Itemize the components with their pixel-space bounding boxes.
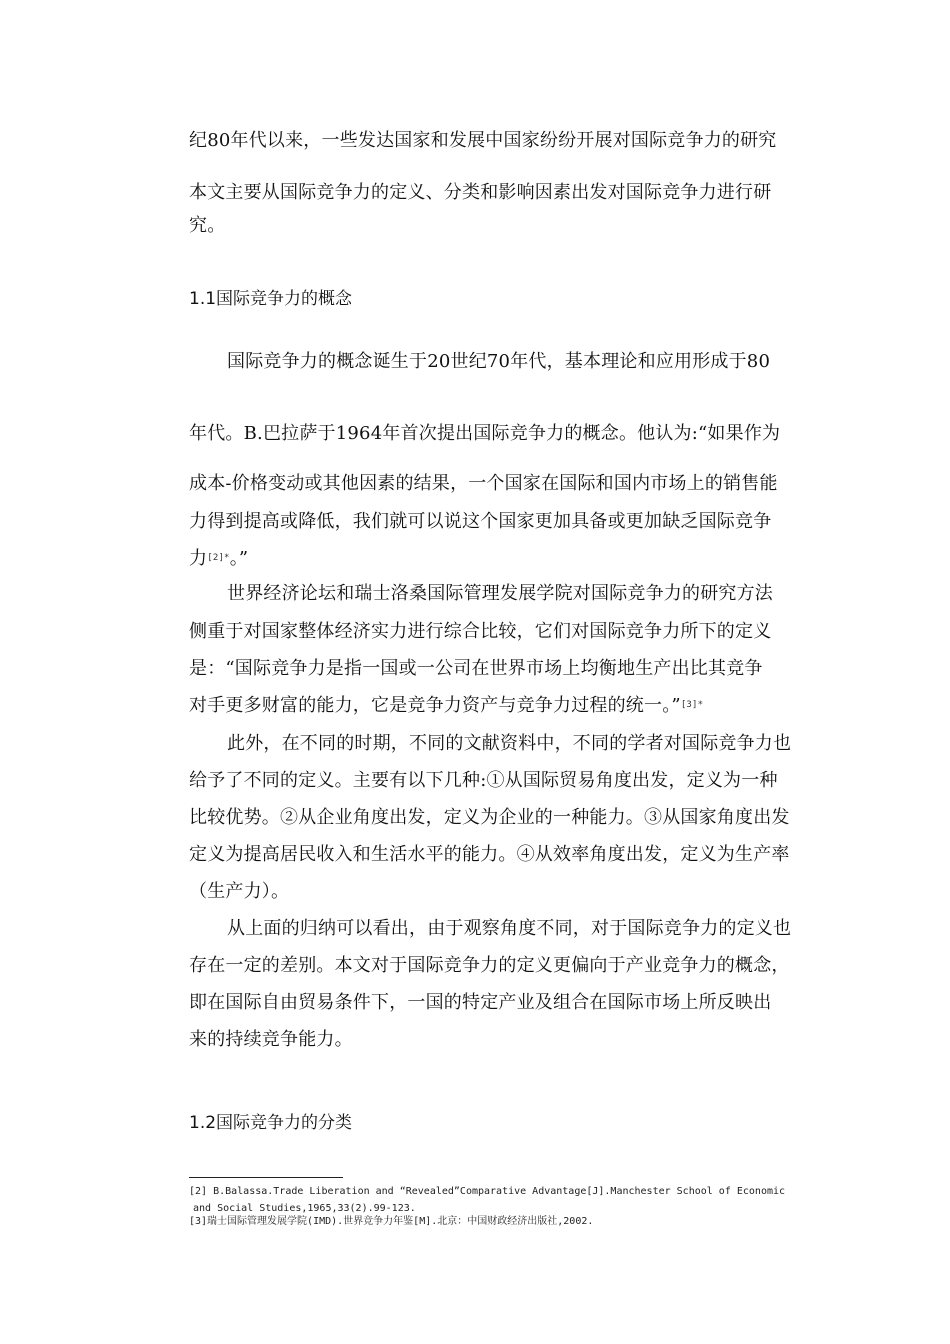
footnote-2: [2] B.Balassa.Trade Liberation and “Revealed”Comparative Advantage[J].Manchester School of Economic bbox=[189, 1186, 786, 1197]
text-line bbox=[189, 546, 248, 571]
section-heading-1-1: 1.1国际竞争力的概念 bbox=[189, 289, 353, 309]
footnote-ref-mark[interactable]: [2]* bbox=[207, 553, 230, 563]
text-line bbox=[189, 693, 703, 718]
text-fragment: 力 bbox=[189, 548, 208, 569]
text-line: 究。 bbox=[189, 215, 226, 236]
text-line: 力得到提高或降低，我们就可以说这个国家更加具备或更加缺乏国际竞争 bbox=[189, 511, 772, 532]
text-line: 定义为提高居民收入和生活水平的能力。④从效率角度出发，定义为生产率 bbox=[189, 844, 790, 865]
text-line: 国际竞争力的概念诞生于20世纪70年代，基本理论和应用形成于80 bbox=[227, 351, 771, 372]
text-fragment: 。” bbox=[229, 548, 249, 569]
text-line: 本文主要从国际竞争力的定义、分类和影响因素出发对国际竞争力进行研 bbox=[189, 182, 772, 203]
text-line: 比较优势。②从企业角度出发，定义为企业的一种能力。③从国家角度出发 bbox=[189, 807, 790, 828]
text-line: 给予了不同的定义。主要有以下几种:①从国际贸易角度出发，定义为一种 bbox=[189, 770, 778, 791]
text-line: 成本-价格变动或其他因素的结果，一个国家在国际和国内市场上的销售能 bbox=[189, 473, 778, 494]
text-line: 世界经济论坛和瑞士洛桑国际管理发展学院对国际竞争力的研究方法 bbox=[227, 583, 773, 604]
text-line: 从上面的归纳可以看出，由于观察角度不同，对于国际竞争力的定义也 bbox=[227, 918, 792, 939]
text-line: 存在一定的差别。本文对于国际竞争力的定义更偏向于产业竞争力的概念， bbox=[189, 955, 790, 976]
text-line: 纪80年代以来，一些发达国家和发展中国家纷纷开展对国际竞争力的研究 bbox=[189, 130, 777, 151]
text-line: 此外，在不同的时期，不同的文献资料中，不同的学者对国际竞争力也 bbox=[227, 733, 792, 754]
footnote-separator bbox=[189, 1177, 343, 1178]
text-line: 是：“国际竞争力是指一国或一公司在世界市场上均衡地生产出比其竞争 bbox=[189, 658, 763, 679]
footnote-3: [3]瑞士国际管理发展学院(IMD).世界竞争力年鉴[M].北京：中国财政经济出版社,2002. bbox=[189, 1216, 594, 1227]
text-line: 来的持续竞争能力。 bbox=[189, 1029, 353, 1050]
text-fragment: 对手更多财富的能力，它是竞争力资产与竞争力过程的统一。” bbox=[189, 695, 681, 716]
footnote-ref-mark[interactable]: [3]* bbox=[680, 700, 704, 710]
footnote-2-continued: and Social Studies,1965,33(2).99-123. bbox=[193, 1203, 416, 1214]
text-line: 年代。B.巴拉萨于1964年首次提出国际竞争力的概念。他认为:“如果作为 bbox=[189, 423, 781, 444]
text-line: （生产力）。 bbox=[189, 881, 290, 902]
text-line: 即在国际自由贸易条件下，一国的特定产业及组合在国际市场上所反映出 bbox=[189, 992, 772, 1013]
section-heading-1-2: 1.2国际竞争力的分类 bbox=[189, 1113, 353, 1133]
text-line: 侧重于对国家整体经济实力进行综合比较，它们对国际竞争力所下的定义 bbox=[189, 621, 772, 642]
